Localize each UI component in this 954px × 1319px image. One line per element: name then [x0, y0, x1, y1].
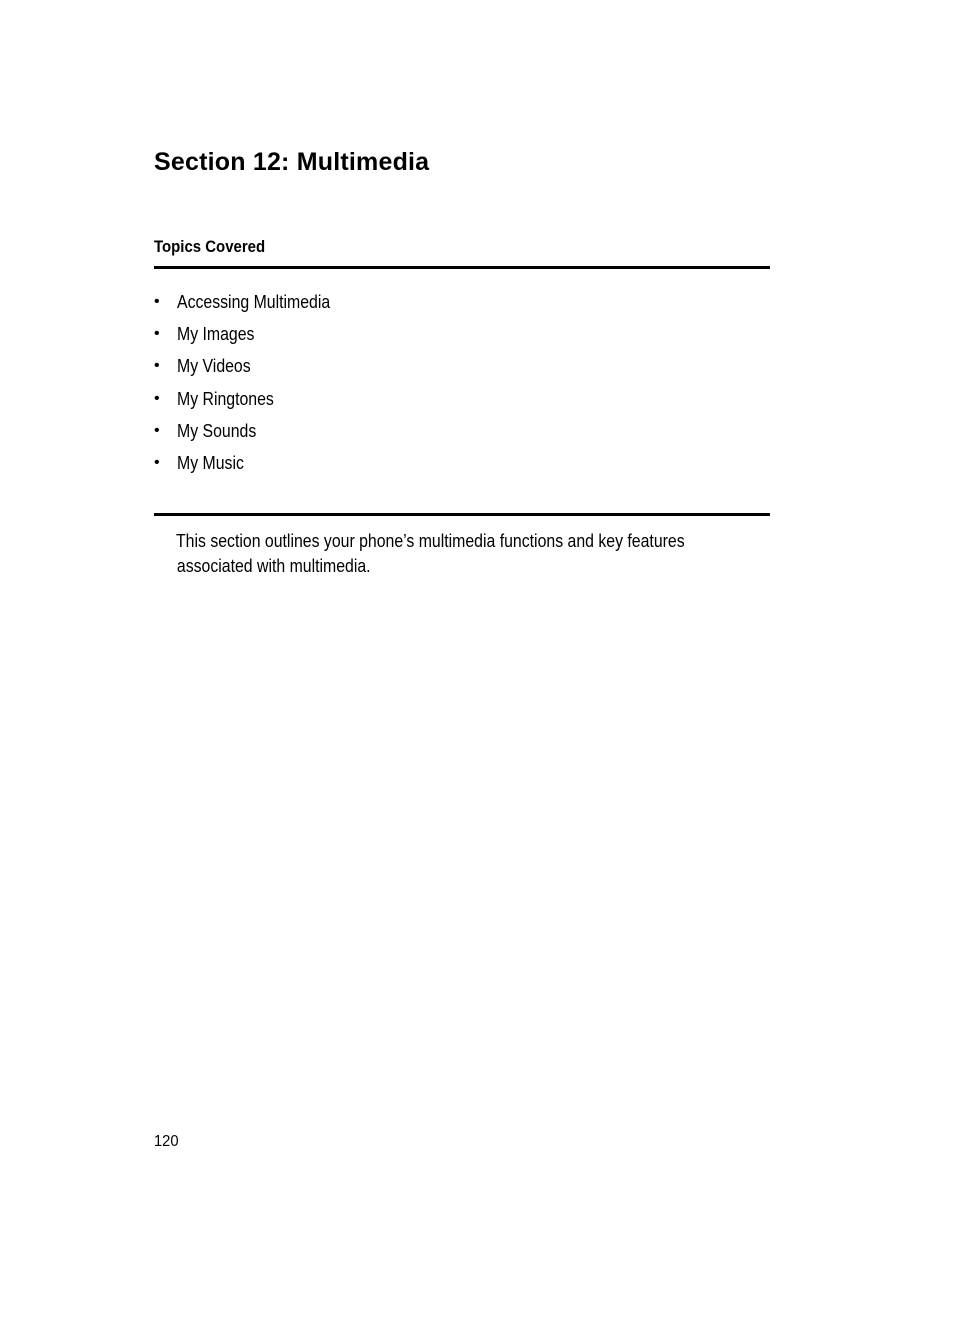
intro-paragraph	[176, 529, 704, 579]
topic-my-music: My Music	[177, 452, 244, 473]
bullet-icon: •	[154, 293, 160, 310]
topic-my-videos: My Videos	[177, 356, 251, 377]
bullet-icon: •	[154, 325, 160, 343]
intro-line: This section outlines your phone’s multimedia functions and key features	[176, 531, 685, 551]
page-number: 120	[154, 1133, 179, 1150]
bullet-icon: •	[154, 421, 160, 439]
bottom-divider	[154, 513, 770, 516]
topic-my-ringtones: My Ringtones	[177, 388, 274, 409]
topic-my-sounds: My Sounds	[177, 420, 257, 441]
topic-accessing-multimedia: Accessing Multimedia	[177, 292, 331, 312]
topic-my-images: My Images	[177, 324, 255, 345]
bullet-icon: •	[154, 453, 160, 471]
top-divider	[154, 266, 770, 269]
intro-line: associated with multimedia.	[176, 556, 371, 576]
bullet-icon: •	[154, 357, 160, 375]
page-title: Section 12: Multimedia	[154, 148, 430, 176]
bullet-icon: •	[154, 389, 160, 407]
topics-covered-heading: Topics Covered	[154, 237, 266, 256]
